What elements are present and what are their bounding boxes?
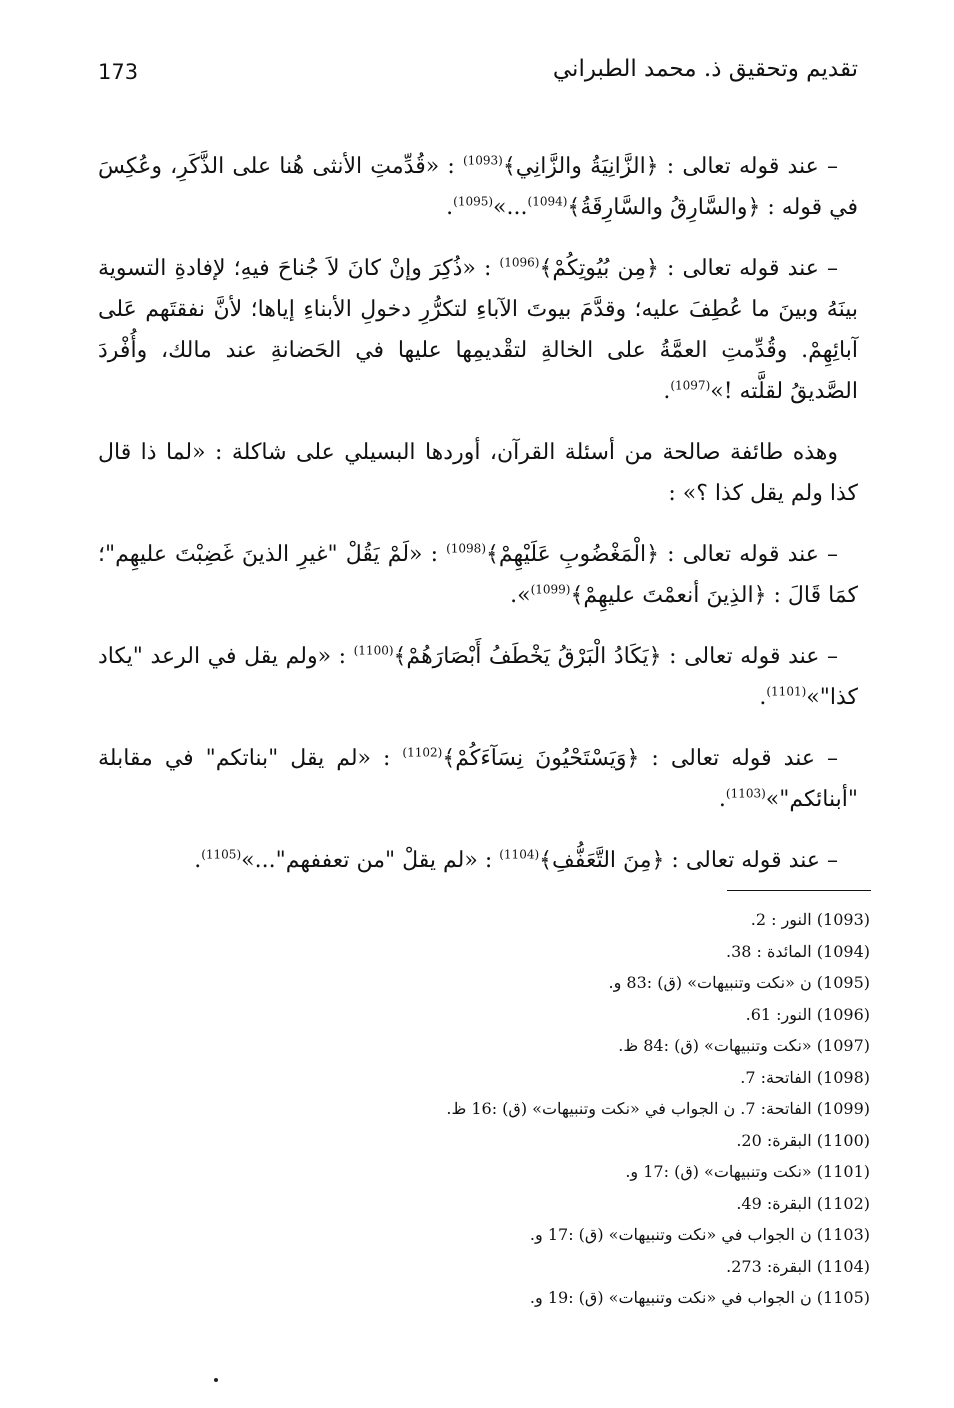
paragraph-end: .: [194, 848, 202, 873]
footnote-ref: (1093): [462, 153, 503, 168]
footnote: (1103) ن الجواب في «نكت وتنبيهات» (ق) :17 و.: [529, 1225, 870, 1244]
footnote: (1105) ن الجواب في «نكت وتنبيهات» (ق) :19 و.: [529, 1288, 870, 1307]
paragraph-text: ...»: [493, 195, 528, 220]
paragraph-intro: – عند قوله تعالى :: [659, 542, 838, 567]
footnote-ref: (1097): [670, 378, 711, 393]
footnote-ref: (1095): [453, 194, 494, 209]
footnote: (1100) البقرة: 20.: [736, 1130, 870, 1150]
footnote-rule: [727, 890, 871, 891]
footnote: (1102) البقرة: 49.: [736, 1193, 870, 1213]
paragraph-end: .: [759, 685, 767, 710]
quran-quote: ﴿مِنَ التَّعَفُّفِ﴾: [539, 848, 665, 873]
paragraph-6: [98, 738, 858, 820]
paragraph-text: : «قُدِّمتِ الأنثى هُنا على الذَّكَرِ، وعُكِسَ في قوله :: [98, 154, 858, 220]
paragraph-2: [98, 248, 858, 412]
paragraph-intro: – عند قوله تعالى :: [661, 644, 838, 669]
footnote: (1094) المائدة : 38.: [726, 941, 870, 961]
paragraph-end: .: [718, 787, 726, 812]
footnote-ref: (1096): [499, 255, 540, 270]
footnotes-list: [310, 904, 870, 1314]
paragraph-1: [98, 146, 858, 228]
paragraph-intro: – عند قوله تعالى :: [639, 746, 838, 771]
paragraph-end: .: [663, 379, 671, 404]
paragraph-end: ».: [510, 583, 531, 608]
paragraph-text: : «ذُكِرَ وإنْ كانَ لاَ جُناحَ فيهِ؛ لإفادةِ التسوية بينَهُ وبينَ ما عُطِفَ عليه؛ وقدَّمَ بيوتَ الآباءِ لتكرُّرِ دخولِ الأبناءِ إياها؛ لأنَّ نفقتَهم عَلى آبائِهِمْ. وقُدِّمتِ العمَّةُ على الخالةِ لتقْديمِها عليها في الحَضانةِ عند مالك، وأُفْردَ الصَّديقُ لقلَّته !»: [98, 256, 858, 404]
page-number: 173: [98, 60, 139, 84]
footnote-ref: (1100): [353, 643, 394, 658]
paragraph-intro: – عند قوله تعالى :: [658, 154, 838, 179]
quran-quote: ﴿الزَّانِيَةُ والزَّانِي﴾: [502, 154, 659, 179]
quran-quote: ﴿والسَّارِقُ والسَّارِقَةُ﴾: [567, 195, 761, 220]
footnote-ref: (1105): [201, 847, 242, 862]
footnote: (1098) الفاتحة: 7.: [740, 1067, 870, 1087]
footnote-ref: (1099): [530, 582, 571, 597]
quran-quote: ﴿مِن بُيُوتِكُمْ﴾: [539, 256, 659, 281]
footnote-ref: (1102): [402, 745, 443, 760]
paragraph-3: [98, 432, 858, 514]
paragraph-intro: – عند قوله تعالى :: [664, 848, 838, 873]
footnote: (1096) النور: 61.: [745, 1004, 870, 1024]
quran-quote: ﴿وَيَسْتَحْيُونَ نِسَآءَكُمْ﴾: [442, 746, 640, 771]
footnote: (1093) النور : 2.: [750, 910, 870, 929]
footnote: (1104) البقرة: 273.: [726, 1256, 870, 1276]
paragraph-intro: – عند قوله تعالى :: [658, 256, 838, 281]
stray-dot: [214, 1378, 218, 1382]
footnote: (1097) «نكت وتنبيهات» (ق) :84 ظ.: [618, 1036, 870, 1055]
quran-quote: ﴿الذِينَ أنعمْتَ عليهِمْ﴾: [570, 583, 767, 608]
quran-quote: ﴿يَكَادُ الْبَرْقُ يَخْطَفُ أَبْصَارَهُمْ﴾: [393, 644, 662, 669]
footnote: (1095) ن «نكت وتنبيهات» (ق) :83 و.: [608, 973, 870, 992]
footnote-ref: (1101): [766, 684, 807, 699]
paragraph-text: وهذه طائفة صالحة من أسئلة القرآن، أوردها البسيلي على شاكلة : «لما ذا قال كذا ولم يقل كذا ؟» :: [98, 440, 858, 506]
paragraph-4: [98, 534, 858, 616]
paragraph-7: [98, 840, 858, 881]
paragraph-text: : «ولم يقل في الرعد "يكاد كذا"»: [98, 644, 858, 710]
footnote-ref: (1098): [446, 541, 487, 556]
paragraph-end: .: [446, 195, 454, 220]
footnote-ref: (1094): [527, 194, 568, 209]
paragraph-text: : «لَمْ يَقُلْ "غيرِ الذينَ غَضِبْتَ عليهِم"؛ كمَا قَالَ :: [98, 542, 858, 608]
footnote: (1099) الفاتحة: 7. ن الجواب في «نكت وتنبيهات» (ق) :16 ظ.: [446, 1099, 870, 1118]
paragraph-text: : «لم يقل "بناتكم" في مقابلة "أبنائكم"»: [98, 746, 858, 812]
body-text: [98, 146, 858, 901]
running-head: تقديم وتحقيق ذ. محمد الطبراني: [552, 56, 858, 82]
paragraph-text: : «لم يقلْ "من تعففهم"...»: [241, 848, 500, 873]
footnote-ref: (1103): [725, 786, 766, 801]
paragraph-5: [98, 636, 858, 718]
footnote-ref: (1104): [499, 847, 540, 862]
footnote: (1101) «نكت وتنبيهات» (ق) :17 و.: [625, 1162, 870, 1181]
quran-quote: ﴿الْمَغْضُوبِ عَلَيْهِمْ﴾: [486, 542, 660, 567]
